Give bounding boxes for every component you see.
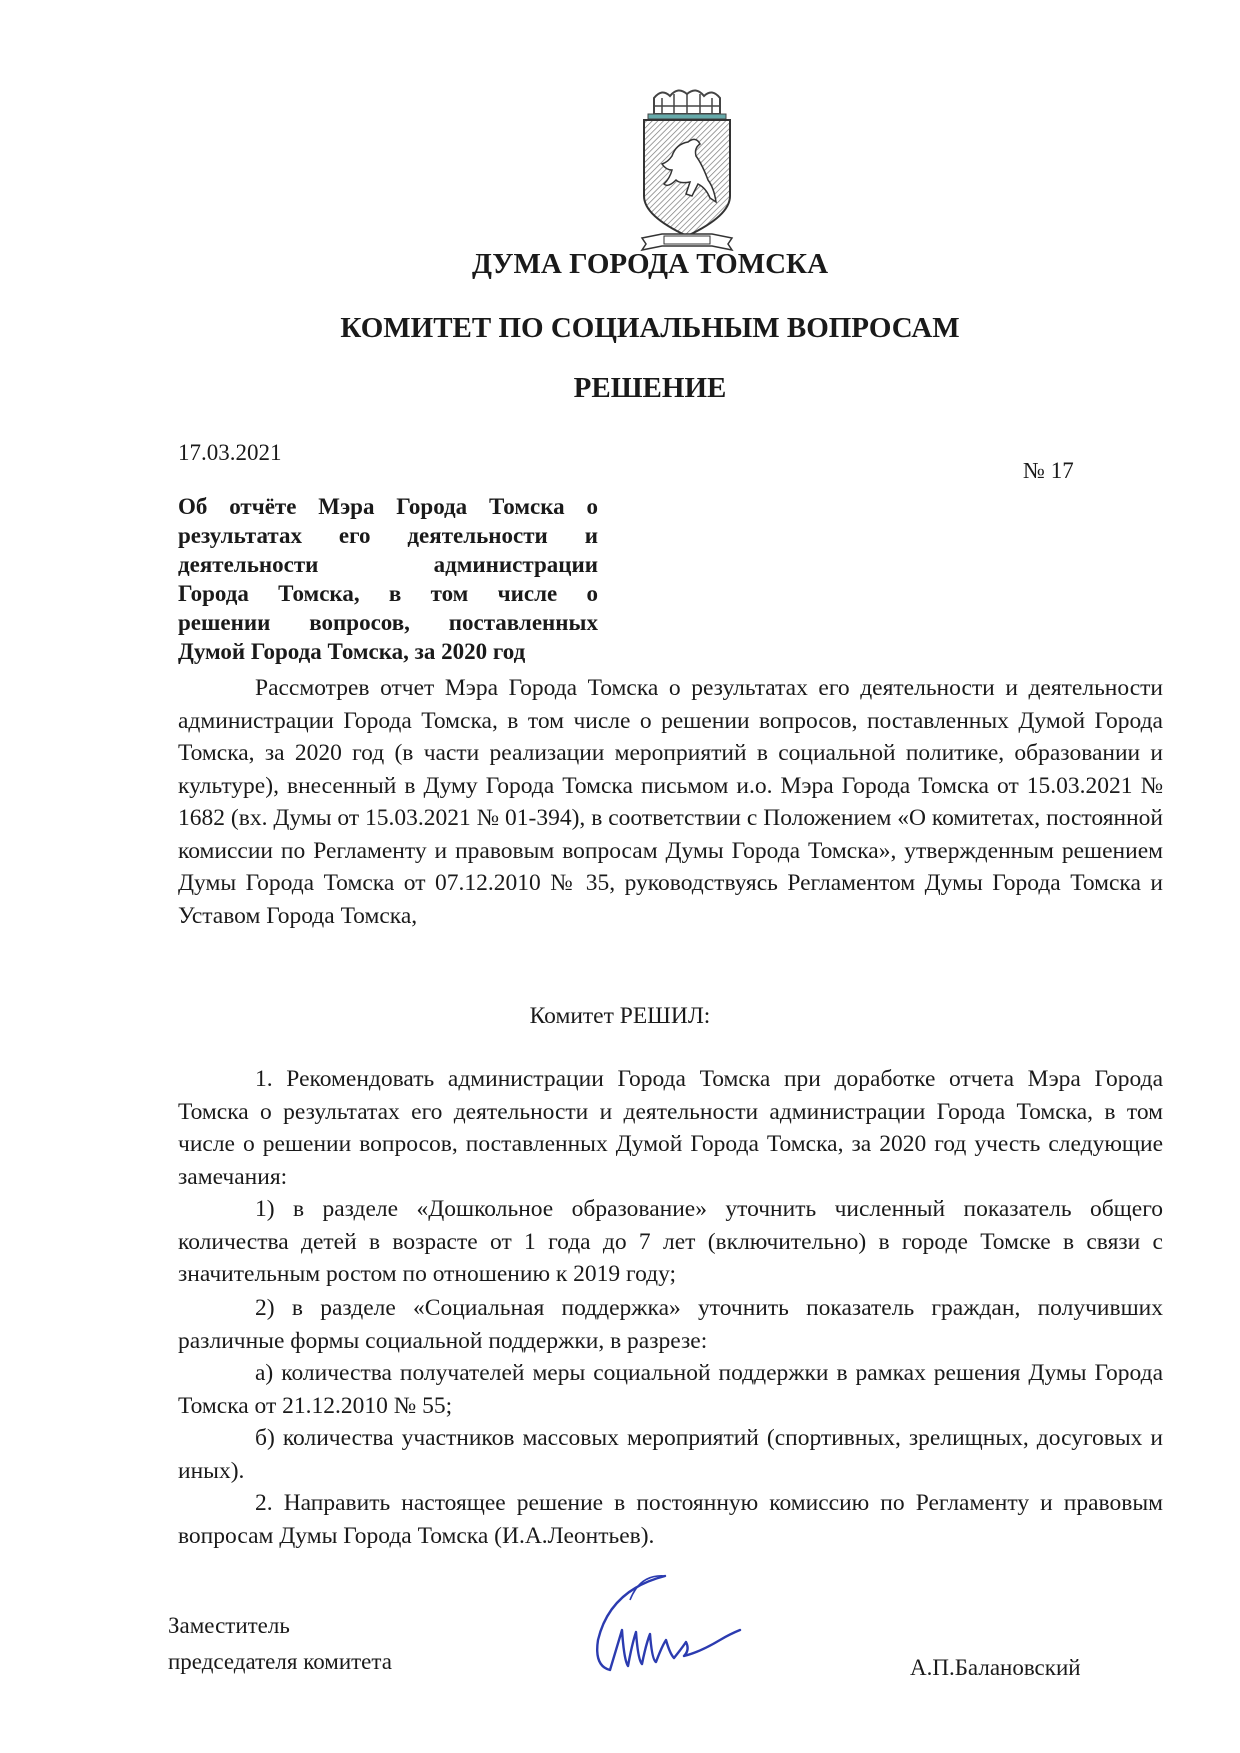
subject-line: результатах его деятельности и xyxy=(178,523,598,548)
signatory-position-line: Заместитель xyxy=(168,1613,290,1638)
handwritten-signature-icon xyxy=(570,1570,770,1680)
subject-line: деятельности администрации xyxy=(178,552,598,577)
resolved-heading: Комитет РЕШИЛ: xyxy=(529,1003,711,1029)
resolution-item-1: 1. Рекомендовать администрации Города Томска при доработке отчета Мэра Города Томска о результатах его деятельности и деятельности администрации Города Томска, в том числе о решении вопросов, поставленных Думой Города Томска, за 2020 год учесть следующие замечания: xyxy=(178,1066,1163,1190)
preamble-paragraph: Рассмотрев отчет Мэра Города Томска о результатах его деятельности и деятельности администрации Города Томска, в том числе о решении вопросов, поставленных Думой Города Томска, за 2020 год (в части реализации мероприятий в социальной политике, образовании и культуре), внесенный в Думу Города Томска письмом и.о. Мэра Города Томска от 15.03.2021 № 1682 (вх. Думы от 15.03.2021 № 01-394), в соответствии с Положением «О комитетах, постоянной комиссии по Регламенту и правовым вопросам Думы Города Томска», утвержденным решением Думы Города Томска от 07.12.2010 № 35, руководствуясь Регламентом Думы Города Томска и Уставом Города Томска, xyxy=(178,675,1163,929)
subject-line: решении вопросов, поставленных xyxy=(178,610,598,635)
resolution-subitem-1: 1) в разделе «Дошкольное образование» уточнить численный показатель общего количества детей в возрасте от 1 года до 7 лет (включительно) в городе Томске в связи с значительным ростом по отношению к 2019 году; xyxy=(178,1196,1163,1287)
document-type-title: РЕШЕНИЕ xyxy=(573,372,727,404)
resolution-subitem-a: а) количества получателей меры социальной поддержки в рамках решения Думы Города Томска от 21.12.2010 № 55; xyxy=(178,1360,1163,1419)
subject-line: Города Томска, в том числе о xyxy=(178,581,598,606)
subject-line: Об отчёте Мэра Города Томска о xyxy=(178,494,598,519)
document-date: 17.03.2021 xyxy=(178,440,282,465)
document-subject xyxy=(178,492,598,666)
signatory-position-line: председателя комитета xyxy=(168,1649,392,1674)
resolution-item-2: 2. Направить настоящее решение в постоянную комиссию по Регламенту и правовым вопросам Думы Города Томска (И.А.Леонтьев). xyxy=(178,1490,1163,1549)
signatory-name: А.П.Балановский xyxy=(910,1655,1081,1680)
organization-title: ДУМА ГОРОДА ТОМСКА xyxy=(471,248,829,280)
resolution-subitem-b: б) количества участников массовых мероприятий (спортивных, зрелищных, досуговых и иных). xyxy=(178,1425,1163,1484)
document-number: № 17 xyxy=(1023,458,1074,483)
signatory-position xyxy=(168,1608,392,1680)
committee-title: КОМИТЕТ ПО СОЦИАЛЬНЫМ ВОПРОСАМ xyxy=(340,312,960,344)
subject-line: Думой Города Томска, за 2020 год xyxy=(178,639,526,664)
resolution-subitem-2: 2) в разделе «Социальная поддержка» уточнить показатель граждан, получивших различные формы социальной поддержки, в разрезе: xyxy=(178,1295,1163,1354)
tomsk-coat-of-arms-icon xyxy=(632,84,742,252)
